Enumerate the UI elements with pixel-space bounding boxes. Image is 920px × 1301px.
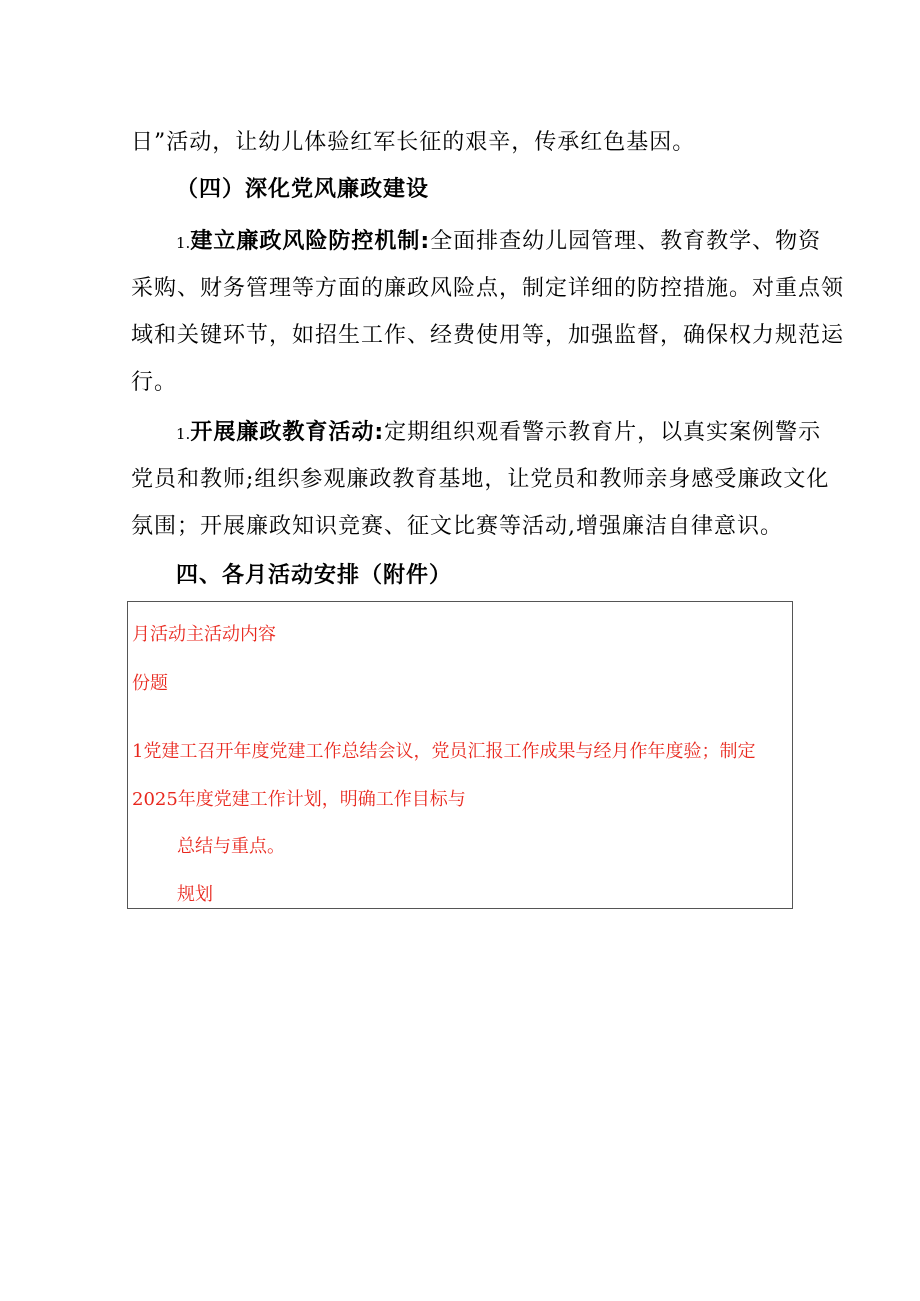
section-heading-party-conduct: （四）深化党风廉政建设: [176, 177, 430, 202]
activity-table: [127, 601, 793, 909]
table-header-line-2: 份题: [132, 673, 168, 694]
section-heading-monthly-schedule: 四、各月活动安排（附件）: [176, 563, 453, 588]
item-1-number: 1.: [176, 234, 191, 252]
item-1-first-line: [176, 227, 821, 258]
item-2-number: 1.: [176, 425, 191, 443]
item-2-line-3: 氛围；开展廉政知识竞赛、征文比赛等活动,增强廉洁自律意识。: [131, 514, 783, 539]
table-row-1-line-4: 规划: [177, 884, 213, 905]
table-row-1-line-2: 2025年度党建工作计划，明确工作目标与: [132, 789, 466, 810]
item-1-text: 全面排查幼儿园管理、教育教学、物资: [430, 229, 822, 254]
item-1-title: 建立廉政风险防控机制:: [190, 229, 431, 254]
item-2-title: 开展廉政教育活动:: [190, 420, 385, 445]
table-row-1-line-1: 1党建工召开年度党建工作总结会议，党员汇报工作成果与经月作年度验；制定: [132, 741, 756, 762]
table-row-1-line-3: 总结与重点。: [177, 836, 285, 857]
paragraph-continuation: 日”活动，让幼儿体验红军长征的艰辛，传承红色基因。: [131, 130, 696, 155]
item-1-line-4: 行。: [131, 370, 178, 395]
item-1-line-2: 采购、财务管理等方面的廉政风险点，制定详细的防控措施。对重点领: [131, 276, 845, 301]
table-header-line-1: 月活动主活动内容: [132, 624, 276, 645]
item-1-line-3: 域和关键环节，如招生工作、经费使用等，加强监督，确保权力规范运: [131, 323, 845, 348]
item-2-first-line: [176, 418, 821, 449]
item-2-text: 定期组织观看警示教育片，以真实案例警示: [384, 420, 822, 445]
item-2-line-2: 党员和教师;组织参观廉政教育基地，让党员和教师亲身感受廉政文化: [131, 467, 830, 492]
